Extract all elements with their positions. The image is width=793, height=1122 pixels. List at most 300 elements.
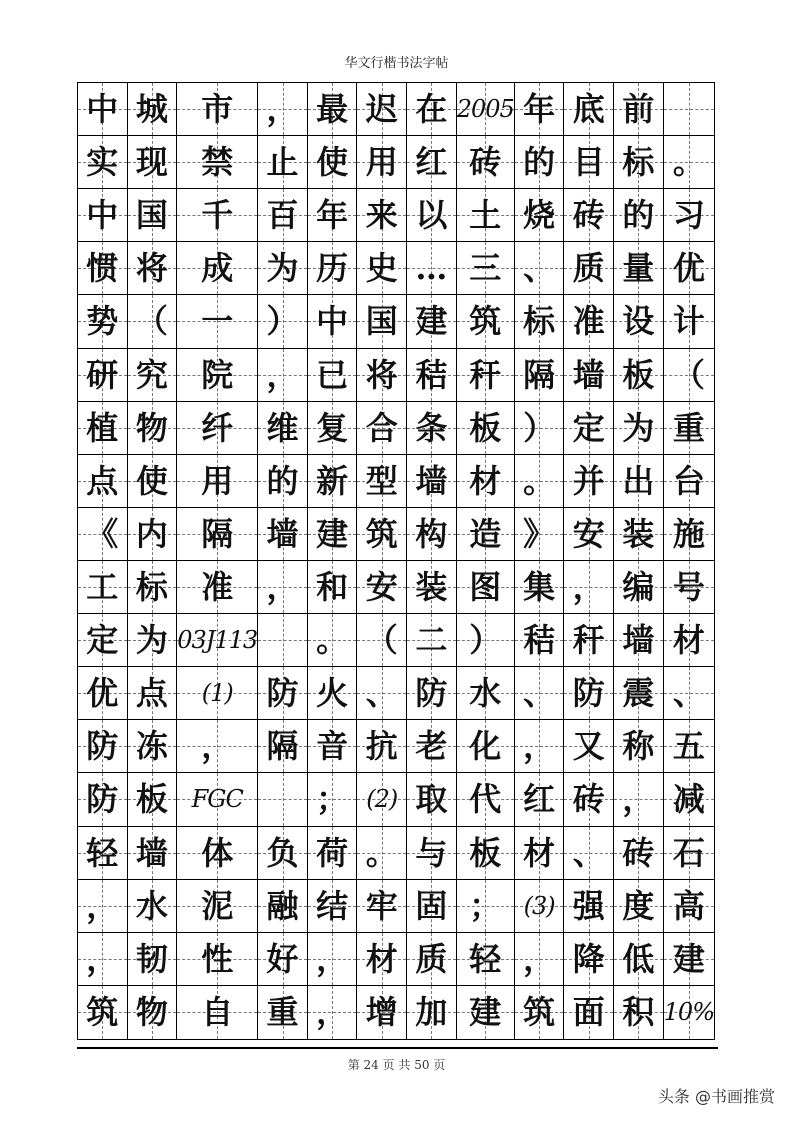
grid-cell [664, 83, 714, 136]
grid-cell [457, 295, 515, 348]
grid-character: 中 [86, 196, 119, 235]
grid-cell [357, 402, 407, 455]
grid-cell [308, 349, 358, 402]
grid-character: 荷 [316, 833, 349, 872]
grid-character: 面 [572, 993, 605, 1032]
grid-character: 标 [622, 143, 655, 182]
grid-character: 、 [523, 249, 556, 288]
grid-cell [664, 136, 714, 189]
grid-character: 材 [469, 461, 502, 500]
grid-cell [357, 773, 407, 826]
grid-cell [407, 667, 457, 720]
grid-cell [128, 933, 178, 986]
grid-cell [78, 933, 128, 986]
grid-cell [308, 986, 358, 1039]
grid-cell [308, 402, 358, 455]
grid-cell [457, 189, 515, 242]
grid-cell [78, 136, 128, 189]
grid-cell [515, 986, 565, 1039]
grid-character: 植 [86, 408, 119, 447]
grid-cell [515, 402, 565, 455]
grid-cell [664, 508, 714, 561]
grid-cell [258, 136, 308, 189]
grid-cell [515, 508, 565, 561]
grid-cell [78, 83, 128, 136]
grid-cell [357, 455, 407, 508]
grid-character: ） [523, 408, 556, 447]
grid-cell [564, 614, 614, 667]
grid-cell [564, 508, 614, 561]
grid-character: ， [316, 993, 349, 1032]
grid-character: 10% [663, 998, 714, 1027]
grid-character: 三 [469, 249, 502, 288]
grid-character: 成 [201, 249, 234, 288]
grid-cell [128, 83, 178, 136]
grid-character: 与 [415, 833, 448, 872]
grid-character: 用 [201, 461, 234, 500]
grid-character: 准 [201, 568, 234, 607]
grid-cell [78, 720, 128, 773]
grid-cell [258, 83, 308, 136]
grid-cell [177, 508, 258, 561]
grid-character: 筑 [86, 993, 119, 1032]
grid-cell [78, 880, 128, 933]
grid-cell [457, 614, 515, 667]
grid-character: (1) [201, 679, 233, 708]
grid-character: 台 [672, 461, 705, 500]
grid-character: 年 [316, 196, 349, 235]
grid-cell [614, 720, 664, 773]
grid-character: 将 [365, 355, 398, 394]
grid-character: 城 [135, 90, 168, 129]
grid-character: 度 [622, 886, 655, 925]
grid-character: 水 [469, 674, 502, 713]
grid-cell [614, 242, 664, 295]
grid-cell [177, 933, 258, 986]
grid-cell [564, 83, 614, 136]
grid-character: 编 [622, 568, 655, 607]
grid-cell [177, 561, 258, 614]
grid-character: 化 [469, 727, 502, 766]
grid-character: 维 [266, 408, 299, 447]
grid-cell [177, 242, 258, 295]
grid-character: 优 [86, 674, 119, 713]
grid-cell [128, 508, 178, 561]
grid-character: 防 [572, 674, 605, 713]
grid-cell [664, 402, 714, 455]
grid-character: 好 [266, 939, 299, 978]
grid-character: 墙 [572, 355, 605, 394]
grid-character: 量 [622, 249, 655, 288]
grid-cell [515, 83, 565, 136]
grid-cell [78, 295, 128, 348]
grid-character: ） [469, 621, 502, 660]
grid-cell [308, 827, 358, 880]
grid-character: 红 [523, 780, 556, 819]
grid-cell [258, 614, 308, 667]
grid-cell [308, 880, 358, 933]
grid-cell [177, 720, 258, 773]
grid-character: 性 [201, 939, 234, 978]
grid-character: 已 [316, 355, 349, 394]
grid-character: 和 [316, 568, 349, 607]
grid-character: ， [86, 886, 119, 925]
grid-cell [357, 827, 407, 880]
grid-character: 2005 [456, 95, 514, 124]
grid-character: 03J113 [177, 626, 258, 655]
grid-character: 秸 [415, 355, 448, 394]
grid-cell [308, 189, 358, 242]
grid-character: 筑 [523, 993, 556, 1032]
grid-character: 施 [672, 514, 705, 553]
grid-character: 秸 [523, 621, 556, 660]
grid-character: 重 [266, 993, 299, 1032]
grid-cell [664, 667, 714, 720]
grid-cell [614, 880, 664, 933]
grid-character: 建 [672, 939, 705, 978]
grid-character: 止 [266, 143, 299, 182]
grid-cell [128, 295, 178, 348]
grid-cell [515, 455, 565, 508]
grid-cell [177, 773, 258, 826]
grid-cell [457, 773, 515, 826]
grid-character: 型 [365, 461, 398, 500]
grid-cell [78, 773, 128, 826]
grid-character: 前 [622, 90, 655, 129]
grid-cell [564, 189, 614, 242]
grid-character: 院 [201, 355, 234, 394]
grid-cell [407, 136, 457, 189]
grid-cell [515, 773, 565, 826]
grid-cell [258, 242, 308, 295]
grid-character: 并 [572, 461, 605, 500]
grid-cell [308, 614, 358, 667]
grid-cell [128, 880, 178, 933]
grid-cell [515, 561, 565, 614]
grid-cell [357, 986, 407, 1039]
grid-character: ， [266, 568, 299, 607]
grid-cell [664, 827, 714, 880]
grid-cell [664, 933, 714, 986]
grid-cell [457, 880, 515, 933]
grid-cell [407, 83, 457, 136]
grid-character: 使 [135, 461, 168, 500]
grid-character: 砖 [572, 780, 605, 819]
grid-character: 负 [266, 833, 299, 872]
grid-cell [407, 455, 457, 508]
grid-character: 以 [415, 196, 448, 235]
grid-cell [457, 83, 515, 136]
grid-cell [78, 189, 128, 242]
grid-cell [407, 295, 457, 348]
grid-cell [515, 614, 565, 667]
grid-character: 砖 [622, 833, 655, 872]
grid-cell [407, 986, 457, 1039]
grid-cell [614, 986, 664, 1039]
grid-character: 为 [135, 621, 168, 660]
grid-cell [664, 455, 714, 508]
grid-character: 用 [365, 143, 398, 182]
grid-character: 集 [523, 568, 556, 607]
grid-character: 取 [415, 780, 448, 819]
grid-character: 千 [201, 196, 234, 235]
grid-cell [407, 508, 457, 561]
grid-cell [128, 773, 178, 826]
grid-character: 。 [365, 833, 398, 872]
grid-character: 震 [622, 674, 655, 713]
grid-character: ； [316, 780, 349, 819]
grid-character: ， [266, 90, 299, 129]
grid-cell [564, 667, 614, 720]
grid-cell [308, 136, 358, 189]
grid-character: ， [266, 355, 299, 394]
grid-cell [128, 720, 178, 773]
grid-character: 重 [672, 408, 705, 447]
grid-character: 为 [266, 249, 299, 288]
grid-character: 禁 [201, 143, 234, 182]
grid-character: 防 [86, 780, 119, 819]
grid-cell [664, 295, 714, 348]
grid-character: （ [135, 302, 168, 341]
grid-cell [357, 242, 407, 295]
grid-cell [78, 614, 128, 667]
grid-character: ， [622, 780, 655, 819]
grid-character: ， [201, 727, 234, 766]
grid-cell [308, 508, 358, 561]
grid-cell [457, 986, 515, 1039]
grid-character: 、 [365, 674, 398, 713]
grid-cell [78, 455, 128, 508]
grid-character: 百 [266, 196, 299, 235]
grid-character: 牢 [365, 886, 398, 925]
grid-character: 结 [316, 886, 349, 925]
grid-character: 融 [266, 886, 299, 925]
grid-cell [357, 614, 407, 667]
grid-character: 。 [316, 621, 349, 660]
grid-character: 势 [86, 302, 119, 341]
grid-cell [614, 83, 664, 136]
grid-cell [614, 136, 664, 189]
grid-character: 标 [523, 302, 556, 341]
source-watermark-label: 头条 @书画推赏 [657, 1087, 775, 1106]
grid-character: 装 [622, 514, 655, 553]
grid-character: 筑 [365, 514, 398, 553]
calligraphy-grid-frame [77, 82, 715, 1040]
grid-character: 又 [572, 727, 605, 766]
grid-cell [308, 561, 358, 614]
grid-character: 将 [135, 249, 168, 288]
grid-character: 、 [672, 674, 705, 713]
grid-character: 工 [86, 568, 119, 607]
grid-cell [357, 933, 407, 986]
grid-cell [614, 402, 664, 455]
grid-character: 历 [316, 249, 349, 288]
grid-cell [457, 136, 515, 189]
grid-character: 为 [622, 408, 655, 447]
grid-cell [515, 295, 565, 348]
grid-character: 。 [523, 461, 556, 500]
grid-character: 体 [201, 833, 234, 872]
grid-cell [614, 349, 664, 402]
grid-cell [357, 83, 407, 136]
grid-cell [614, 614, 664, 667]
grid-character: 板 [469, 833, 502, 872]
grid-cell [564, 349, 614, 402]
grid-cell [308, 295, 358, 348]
grid-cell [357, 720, 407, 773]
grid-cell [258, 667, 308, 720]
grid-character: 造 [469, 514, 502, 553]
grid-character: 究 [135, 355, 168, 394]
grid-cell [128, 455, 178, 508]
grid-cell [614, 561, 664, 614]
grid-character: 防 [266, 674, 299, 713]
grid-character: 防 [86, 727, 119, 766]
grid-cell [407, 880, 457, 933]
grid-character: 号 [672, 568, 705, 607]
grid-character: … [415, 249, 448, 288]
grid-character: 的 [622, 196, 655, 235]
grid-cell [564, 455, 614, 508]
grid-cell [78, 242, 128, 295]
grid-cell [664, 614, 714, 667]
grid-cell [128, 667, 178, 720]
grid-character: 积 [622, 993, 655, 1032]
grid-cell [177, 295, 258, 348]
grid-cell [177, 455, 258, 508]
grid-cell [357, 349, 407, 402]
grid-character: 低 [622, 939, 655, 978]
grid-character: 建 [415, 302, 448, 341]
grid-cell [78, 561, 128, 614]
grid-character: 加 [415, 993, 448, 1032]
grid-character: ； [469, 886, 502, 925]
grid-cell [457, 402, 515, 455]
grid-cell [177, 349, 258, 402]
grid-cell [564, 880, 614, 933]
grid-cell [128, 561, 178, 614]
grid-character: 材 [365, 939, 398, 978]
grid-character: 新 [316, 461, 349, 500]
grid-cell [614, 295, 664, 348]
grid-cell [177, 83, 258, 136]
grid-cell [564, 295, 614, 348]
grid-character: 、 [523, 674, 556, 713]
grid-cell [177, 614, 258, 667]
grid-character: ， [523, 727, 556, 766]
grid-character: 点 [135, 674, 168, 713]
grid-character: 复 [316, 408, 349, 447]
grid-character: 音 [316, 727, 349, 766]
grid-cell [357, 189, 407, 242]
grid-character: 墙 [622, 621, 655, 660]
grid-character: 砖 [572, 196, 605, 235]
grid-character: 高 [672, 886, 705, 925]
grid-character: 目 [572, 143, 605, 182]
grid-character: 防 [415, 674, 448, 713]
grid-cell [664, 773, 714, 826]
grid-character: 代 [469, 780, 502, 819]
grid-character: 红 [415, 143, 448, 182]
grid-character: 土 [469, 196, 502, 235]
grid-cell [407, 402, 457, 455]
grid-cell [258, 827, 308, 880]
grid-cell [357, 508, 407, 561]
grid-character: 板 [469, 408, 502, 447]
grid-cell [258, 349, 308, 402]
grid-character: 质 [572, 249, 605, 288]
grid-cell [515, 933, 565, 986]
grid-cell [357, 667, 407, 720]
grid-cell [78, 349, 128, 402]
grid-character: 泥 [201, 886, 234, 925]
grid-cell [407, 242, 457, 295]
grid-cell [258, 880, 308, 933]
grid-character: 建 [469, 993, 502, 1032]
grid-cell [457, 508, 515, 561]
grid-character: (2) [366, 785, 398, 814]
grid-character: 五 [672, 727, 705, 766]
grid-cell [357, 880, 407, 933]
grid-character: （ [672, 355, 705, 394]
grid-character: 砖 [469, 143, 502, 182]
grid-character: 质 [415, 939, 448, 978]
grid-character: 现 [135, 143, 168, 182]
grid-cell [515, 242, 565, 295]
grid-character: 中 [316, 302, 349, 341]
grid-cell [407, 189, 457, 242]
grid-cell [177, 986, 258, 1039]
grid-cell [564, 933, 614, 986]
grid-character: 火 [316, 674, 349, 713]
grid-character: FGC [191, 785, 243, 814]
grid-cell [258, 189, 308, 242]
grid-character: 的 [266, 461, 299, 500]
grid-character: 隔 [523, 355, 556, 394]
grid-cell [177, 189, 258, 242]
grid-cell [515, 667, 565, 720]
grid-character: ） [266, 302, 299, 341]
grid-cell [357, 561, 407, 614]
grid-character: 冻 [135, 727, 168, 766]
grid-character: 》 [523, 514, 556, 553]
grid-cell [177, 880, 258, 933]
calligraphy-grid [78, 83, 714, 1039]
grid-character: 物 [135, 993, 168, 1032]
grid-cell [664, 720, 714, 773]
grid-character: 。 [672, 143, 705, 182]
grid-character: 国 [135, 196, 168, 235]
grid-character: 构 [415, 514, 448, 553]
grid-character: ， [523, 939, 556, 978]
grid-character: 安 [365, 568, 398, 607]
grid-character: ， [572, 568, 605, 607]
grid-cell [407, 349, 457, 402]
grid-cell [177, 402, 258, 455]
grid-character: 的 [523, 143, 556, 182]
grid-character: 建 [316, 514, 349, 553]
grid-character: 迟 [365, 90, 398, 129]
grid-character: 研 [86, 355, 119, 394]
grid-cell [258, 295, 308, 348]
grid-cell [258, 508, 308, 561]
grid-cell [128, 189, 178, 242]
grid-cell [614, 189, 664, 242]
grid-cell [128, 402, 178, 455]
grid-cell [78, 667, 128, 720]
grid-cell [357, 295, 407, 348]
grid-character: 图 [469, 568, 502, 607]
